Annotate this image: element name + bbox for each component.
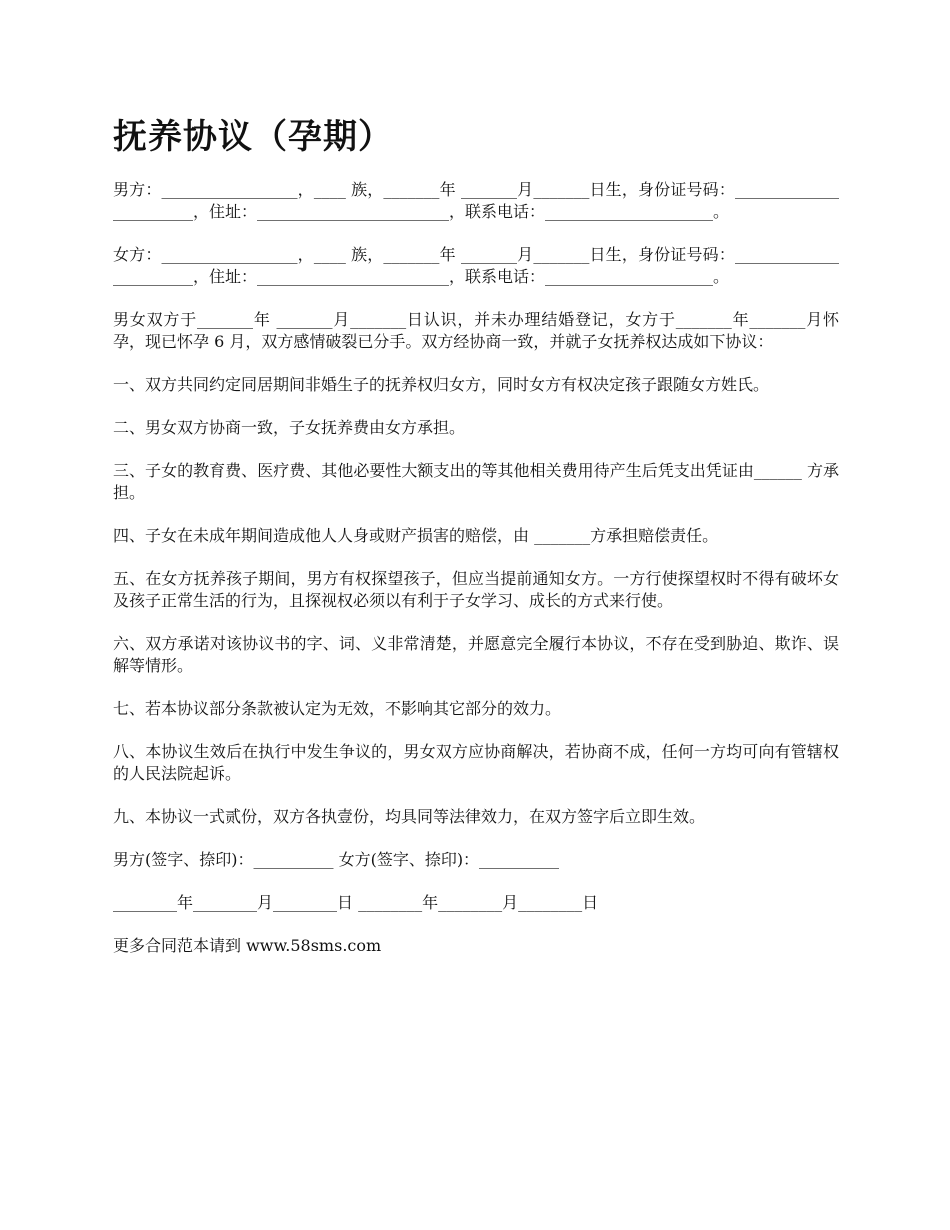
clause-2: 二、男女双方协商一致，子女抚养费由女方承担。 xyxy=(113,418,466,437)
date-line: ________年________月________日 ________年________月________日 xyxy=(113,893,599,912)
clause-3: 三、子女的教育费、医疗费、其他必要性大额支出的等其他相关费用待产生后凭支出凭证由______ 方承担。 xyxy=(113,461,839,502)
clause-1: 一、双方共同约定同居期间非婚生子的抚养权归女方，同时女方有权决定孩子跟随女方姓氏。 xyxy=(113,375,770,394)
clause-4: 四、子女在未成年期间造成他人人身或财产损害的赔偿，由 _______方承担赔偿责任。 xyxy=(113,526,719,545)
clause-5: 五、在女方抚养孩子期间，男方有权探望孩子，但应当提前通知女方。一方行使探望权时不得有破坏女及孩子正常生活的行为，且探视权必须以有利于子女学习、成长的方式来行使。 xyxy=(113,569,839,610)
document-body xyxy=(113,179,839,978)
clause-7: 七、若本协议部分条款被认定为无效，不影响其它部分的效力。 xyxy=(113,699,562,718)
female-party-info: 女方：_________________，____ 族，_______年 _______月_______日生，身份证号码：_______________________，住址：________________________，联系电话：_____________________。 xyxy=(113,245,839,286)
document-title: 抚养协议（孕期） xyxy=(113,117,393,157)
male-party-info: 男方：_________________，____ 族，_______年 _______月_______日生，身份证号码：_______________________，住址：________________________，联系电话：_____________________。 xyxy=(113,180,839,221)
signature-line: 男方(签字、捺印)：__________ 女方(签字、捺印)：__________ xyxy=(113,850,560,869)
agreement-preamble: 男女双方于_______年 _______月_______日认识，并未办理结婚登记，女方于_______年_______月怀孕，现已怀孕 6 月，双方感情破裂已分手。双方经协商一致，并就子女抚养权达成如下协议： xyxy=(113,310,839,351)
clause-8: 八、本协议生效后在执行中发生争议的，男女双方应协商解决，若协商不成，任何一方均可向有管辖权的人民法院起诉。 xyxy=(113,742,839,783)
clause-6: 六、双方承诺对该协议书的字、词、义非常清楚，并愿意完全履行本协议，不存在受到胁迫、欺诈、误解等情形。 xyxy=(113,634,839,675)
clause-9: 九、本协议一式贰份，双方各执壹份，均具同等法律效力，在双方签字后立即生效。 xyxy=(113,807,706,826)
footer-link-text: 更多合同范本请到 www.58sms.com xyxy=(113,936,382,955)
